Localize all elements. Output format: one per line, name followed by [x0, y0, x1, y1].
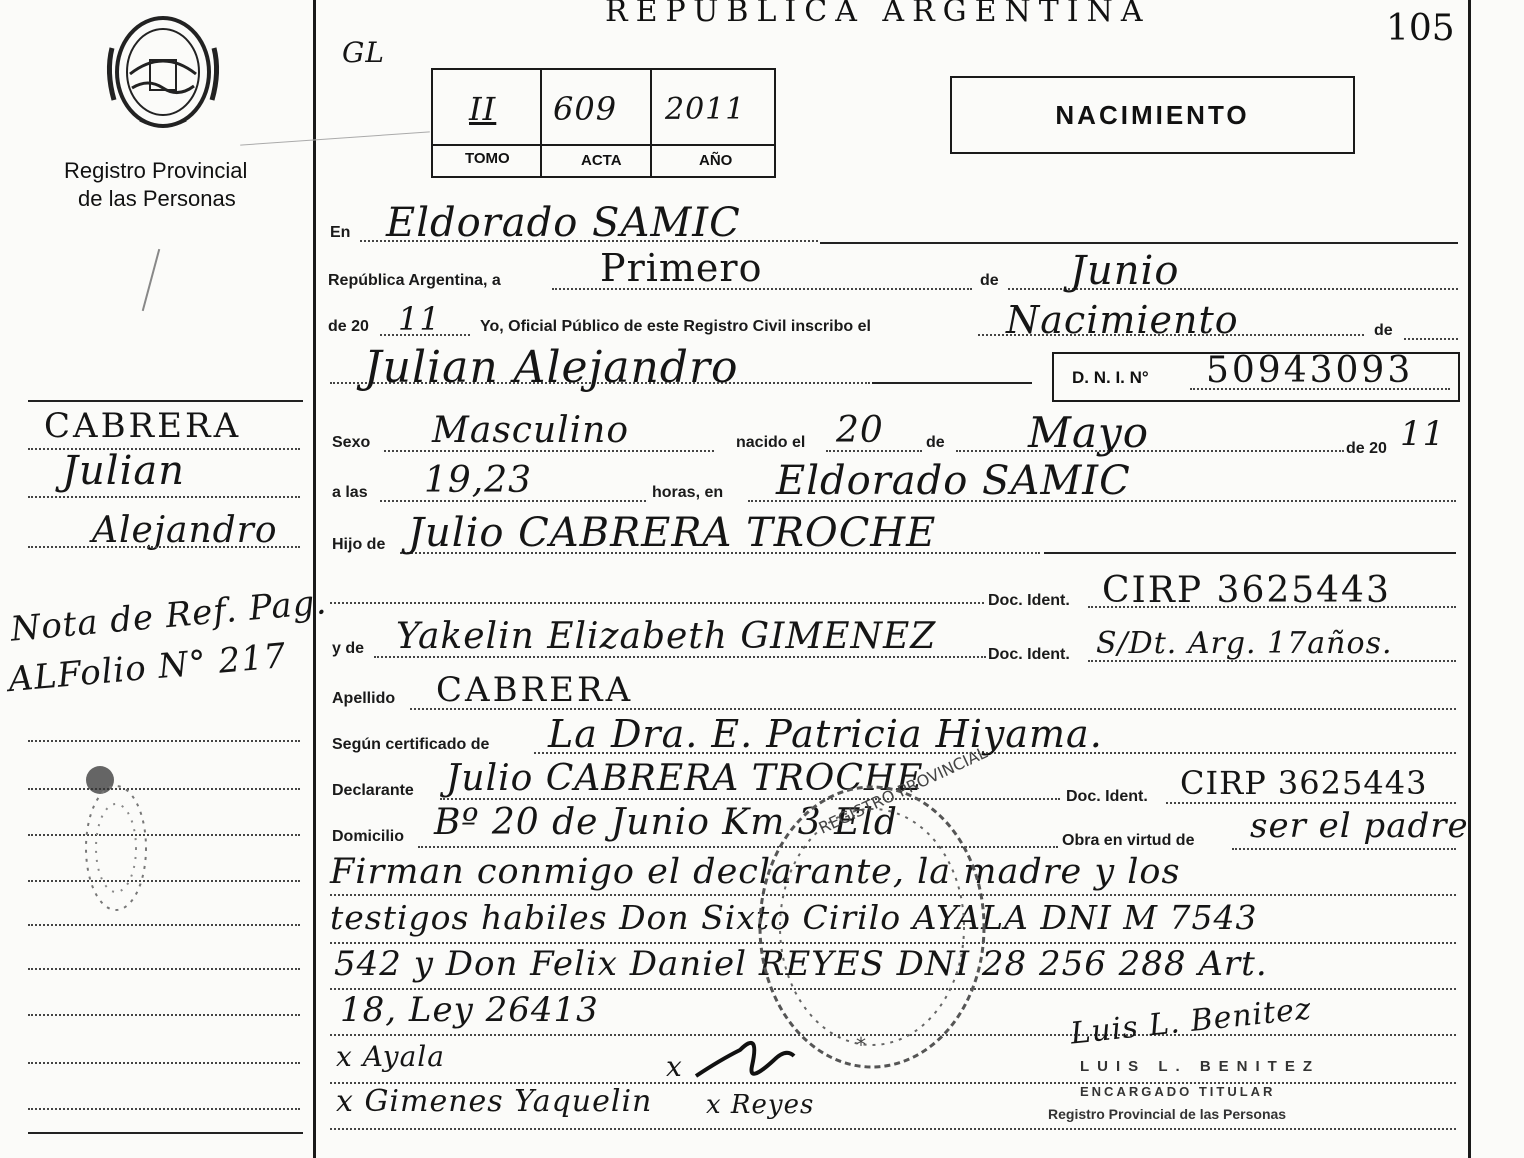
notes-line-4: 18, Ley 26413 — [340, 990, 599, 1030]
label-de-end: de — [1374, 322, 1393, 339]
declarant-value: Julio CABRERA TROCHE — [446, 758, 924, 799]
label-de20: de 20 — [328, 318, 369, 335]
signature-witness-1: x Ayala — [336, 1040, 445, 1073]
notes-line-3: 542 y Don Felix Daniel REYES DNI 28 256 288 Art. — [334, 944, 1268, 984]
label-de-month: de — [980, 272, 999, 289]
sex-value: Masculino — [432, 410, 630, 451]
registry-name-line1: Registro Provincial — [64, 158, 248, 183]
dni-box — [1052, 352, 1460, 402]
father-doc-value: CIRP 3625443 — [1102, 570, 1391, 611]
by-virtue-value: ser el padre — [1250, 806, 1469, 846]
margin-note-line1: Nota de Ref. Pag. — [8, 582, 329, 650]
right-border-line — [1468, 0, 1471, 1158]
birth-month-value: Mayo — [1028, 408, 1150, 457]
name-value: Julian Alejandro — [364, 342, 739, 393]
label-doc-mother: Doc. Ident. — [988, 646, 1070, 663]
certificate-value: La Dra. E. Patricia Hiyama. — [548, 712, 1103, 756]
label-declarante: Declarante — [332, 782, 414, 799]
dni-label: D. N. I. N° — [1072, 368, 1149, 387]
anio-label: AÑO — [699, 152, 733, 169]
margin-note-line2: ALFolio N° 217 — [6, 635, 289, 701]
year-suffix-value: 11 — [398, 300, 441, 338]
time-value: 19,23 — [424, 460, 533, 501]
label-en: En — [330, 224, 351, 241]
label-y-de: y de — [332, 640, 365, 657]
record-number-box — [431, 68, 776, 178]
margin-bottom-rule — [28, 1132, 303, 1134]
label-hijo: Hijo de — [332, 536, 386, 553]
label-de-birth: de — [926, 434, 945, 451]
mother-value: Yakelin Elizabeth GIMENEZ — [396, 616, 937, 657]
acta-value: 609 — [553, 90, 618, 128]
day-value: Primero — [600, 246, 763, 290]
label-nacido: nacido el — [736, 434, 806, 451]
signature-official: Luis L. Benitez — [1068, 991, 1314, 1052]
event-value: Nacimiento — [1006, 298, 1239, 342]
birth-day-value: 20 — [836, 410, 884, 451]
label-apellido: Apellido — [332, 690, 396, 707]
signature-mark-2: x — [666, 1050, 683, 1083]
label-obra: Obra en virtud de — [1062, 832, 1195, 849]
scan-crease-line — [240, 131, 430, 145]
fingerprint-mark-icon — [80, 758, 160, 928]
signature-scribble-icon — [690, 1020, 800, 1090]
anio-value: 2011 — [665, 92, 746, 127]
margin-top-rule — [28, 400, 303, 402]
margin-surname: CABRERA — [44, 406, 242, 446]
registry-name-line2: de las Personas — [78, 186, 236, 211]
place-value: Eldorado SAMIC — [386, 200, 741, 246]
label-republica: República Argentina, a — [328, 272, 501, 289]
record-type-label: NACIMIENTO — [1055, 100, 1250, 130]
country-title: REPUBLICA ARGENTINA — [605, 0, 1151, 29]
tomo-value: II — [469, 90, 497, 128]
declarant-doc-value: CIRP 3625443 — [1180, 764, 1428, 802]
svg-text:REGISTRO PROVINCIAL: REGISTRO PROVINCIAL — [815, 742, 991, 838]
birth-year-value: 11 — [1400, 414, 1446, 454]
notes-line-2: testigos habiles Don Sixto Cirilo AYALA DNI M 7543 — [330, 898, 1258, 937]
left-border-line — [313, 0, 316, 1158]
official-stamp-name: LUIS L. BENITEZ — [1080, 1058, 1320, 1075]
margin-given-name-1: Julian — [62, 448, 185, 494]
official-stamp-title: ENCARGADO TITULAR — [1080, 1084, 1276, 1099]
dni-value: 50943093 — [1206, 350, 1414, 391]
record-code: GL — [342, 36, 385, 69]
label-horas: horas, en — [652, 484, 724, 501]
signature-mother: x Gimenes Yaquelin — [336, 1084, 653, 1119]
label-sexo: Sexo — [332, 434, 371, 451]
scan-mark — [142, 249, 160, 311]
margin-given-name-2: Alejandro — [92, 510, 278, 551]
father-value: Julio CABRERA TROCHE — [408, 510, 937, 556]
label-segun: Según certificado de — [332, 736, 490, 753]
folio-number: 105 — [1386, 8, 1455, 49]
mother-doc-value: S/Dt. Arg. 17años. — [1096, 626, 1393, 661]
tomo-label: TOMO — [465, 150, 510, 167]
notes-line-1: Firman conmigo el declarante, la madre y los — [330, 852, 1181, 892]
label-doc-declarant: Doc. Ident. — [1066, 788, 1148, 805]
record-type-box — [950, 76, 1355, 154]
label-a-las: a las — [332, 484, 368, 501]
acta-label: ACTA — [581, 152, 622, 169]
label-domicilio: Domicilio — [332, 828, 405, 845]
svg-text:*: * — [856, 1033, 866, 1057]
label-de20-birth: de 20 — [1346, 440, 1387, 457]
birth-place-value: Eldorado SAMIC — [776, 458, 1131, 504]
label-doc-father: Doc. Ident. — [988, 592, 1070, 609]
signature-witness-2: x Reyes — [706, 1090, 815, 1120]
label-yo-oficial: Yo, Oficial Público de este Registro Civil inscribo el — [480, 318, 871, 335]
surname-value: CABRERA — [436, 670, 634, 710]
province-crest-icon — [100, 8, 226, 136]
address-value: Bº 20 de Junio Km 3 Eld — [434, 802, 898, 843]
month-value: Junio — [1070, 248, 1180, 294]
official-stamp-registry: Registro Provincial de las Personas — [1048, 1106, 1287, 1122]
